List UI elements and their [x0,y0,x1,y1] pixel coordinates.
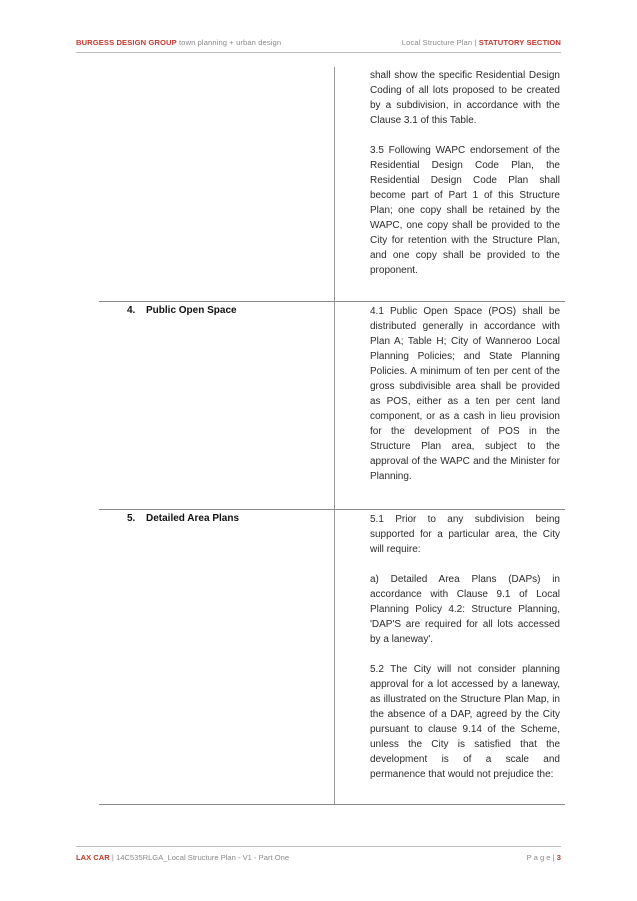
row-number: 5. [127,513,136,524]
table-bottom-rule [99,804,565,805]
header-separator: | [474,38,477,47]
row-paragraph: 3.5 Following WAPC endorsement of the Residential Design Code Plan, the Residential Design Code Plan shall become part of Part 1 of this Structure Plan; one copy shall be retained by the WAPC, one copy shall be provided to the City for retention with the Structure Plan, and one copy shall be provided to the proponent. [370,145,560,276]
row-number: 4. [127,305,136,316]
footer-page-separator: | [552,853,555,862]
page-footer [76,853,561,865]
table-column-divider [334,67,335,804]
table-row [370,512,560,797]
table-row-divider [99,509,565,510]
row-paragraph: shall show the specific Residential Design Coding of all lots proposed to be created by a subdivision, in accordance with the Clause 3.1 of this Table. [370,70,560,126]
footer-file-name: 14C535RLGA_Local Structure Plan - V1 - Part One [115,853,290,862]
row-title-text: Detailed Area Plans [146,513,240,524]
header-section: STATUTORY SECTION [478,38,561,47]
table-row [370,68,560,293]
header-rule [76,52,561,53]
table-row [370,304,560,499]
footer-client: LAX CAR [76,853,110,862]
row-title-public-open-space [127,305,237,316]
header-brand: BURGESS DESIGN GROUP [76,38,177,47]
footer-right [527,853,561,862]
row-paragraph: a) Detailed Area Plans (DAPs) in accordance with Clause 9.1 of Local Planning Policy 4.2: Structure Planning, 'DAP'S are required for all lots accessed by a laneway'. [370,574,560,645]
footer-page-number: 3 [556,853,561,862]
row-title-text: Public Open Space [146,305,237,316]
footer-separator: | [111,853,114,862]
row-paragraph: 5.1 Prior to any subdivision being supported for a particular area, the City will require: [370,514,560,555]
row-paragraph: 5.2 The City will not consider planning approval for a lot accessed by a laneway, as illustrated on the Structure Plan Map, in the absence of a DAP, agreed by the City pursuant to clause 9.14 of the Scheme, unless the City is satisfied that the development is of a scale and permanence that would not prejudice the: [370,664,560,780]
header-left [76,38,281,47]
header-tagline: town planning + urban design [178,38,282,47]
header-right [402,38,561,47]
footer-left [76,853,289,862]
row-paragraph: 4.1 Public Open Space (POS) shall be distributed generally in accordance with Plan A; Table H; City of Wanneroo Local Planning Policies; and State Planning Policies. A minimum of ten per cent of the gross subdivisible area shall be provided as POS, either as a ten per cent land component, or as a cash in lieu provision for the development of POS in the Structure Plan area, subject to the approval of the WAPC and the Minister for Planning. [370,306,560,482]
row-title-detailed-area-plans [127,513,239,524]
footer-page-label: P a g e [526,853,551,862]
page-header [76,38,561,50]
table-row-divider [99,301,565,302]
footer-rule [76,846,561,847]
header-doc-title: Local Structure Plan [401,38,473,47]
